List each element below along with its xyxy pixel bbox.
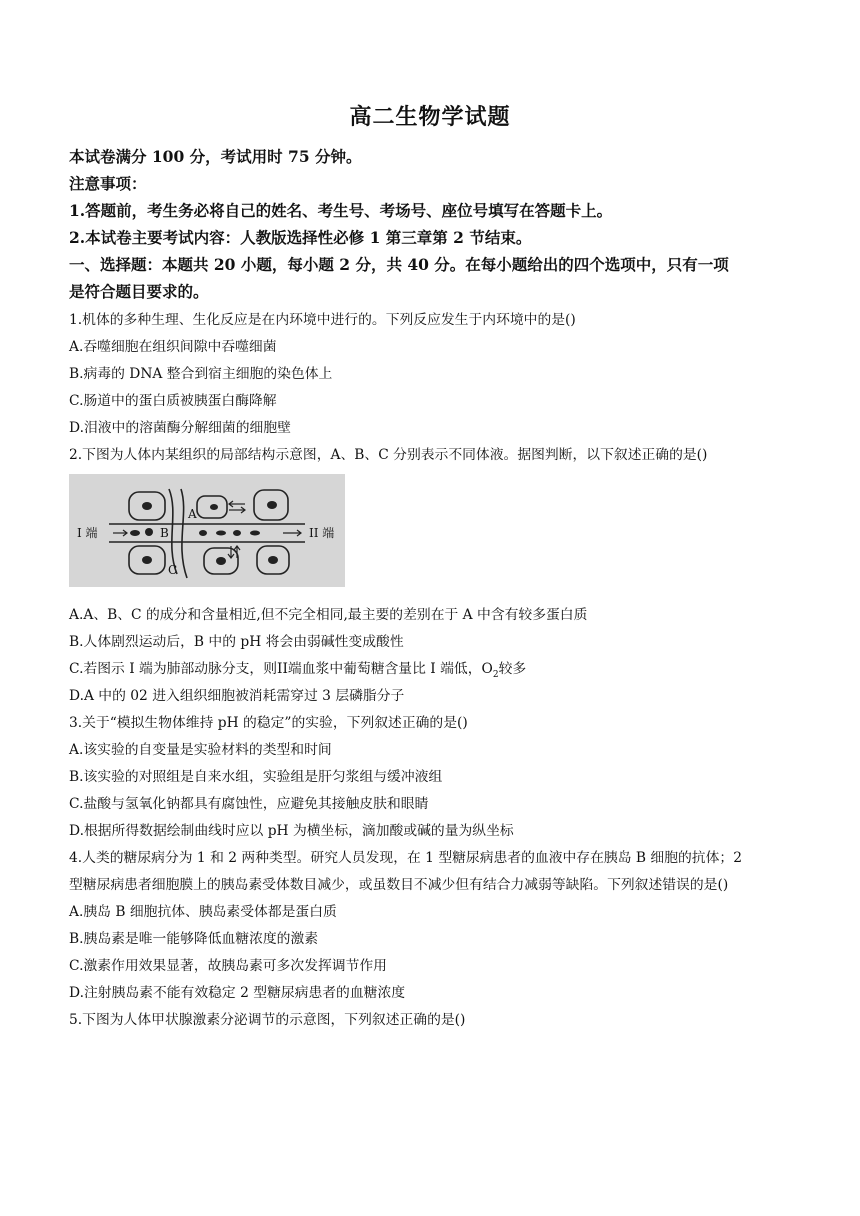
q4-option-a: A.胰岛 B 细胞抗体、胰岛素受体都是蛋白质: [69, 904, 337, 920]
q4-stem-line2: 型糖尿病患者细胞膜上的胰岛素受体数目减少，或虽数目不减少但有结合力减弱等缺陷。下列叙述错误的是(): [69, 877, 729, 893]
tissue-structure-figure: [69, 474, 345, 587]
q2-option-c-tail: 较多: [498, 661, 527, 677]
notice-item-2: 2.本试卷主要考试内容：人教版选择性必修 1 第三章第 2 节结束。: [69, 228, 532, 247]
q3-option-b: B.该实验的对照组是自来水组，实验组是肝匀浆组与缓冲液组: [69, 769, 443, 785]
q2-option-c-text: C.若图示 I 端为肺部动脉分支，则II端血浆中葡萄糖含量比 I 端低，O: [69, 661, 493, 677]
q2-option-c: [69, 657, 829, 680]
notice-item-1: 1.答题前，考生务必将自己的姓名、考生号、考场号、座位号填写在答题卡上。: [69, 201, 613, 220]
q2-option-b: B.人体剧烈运动后，B 中的 pH 将会由弱碱性变成酸性: [69, 634, 404, 650]
figure-label-left: I 端: [77, 526, 98, 540]
q3-option-a: A.该实验的自变量是实验材料的类型和时间: [69, 742, 332, 758]
q2-option-d: D.A 中的 02 进入组织细胞被消耗需穿过 3 层磷脂分子: [69, 688, 405, 704]
q3-option-d: D.根据所得数据绘制曲线时应以 pH 为横坐标，滴加酸或碱的量为纵坐标: [69, 823, 514, 839]
q2-option-a: A.A、B、C 的成分和含量相近,但不完全相同,最主要的差别在于 A 中含有较多蛋白质: [69, 607, 588, 623]
page-title: 高二生物学试题: [349, 104, 511, 130]
q4-stem-line1: 4.人类的糖尿病分为 1 和 2 两种类型。研究人员发现，在 1 型糖尿病患者的血液中存在胰岛 B 细胞的抗体；2: [69, 850, 742, 866]
figure-label-a: A: [188, 507, 197, 521]
q2-stem: 2.下图为人体内某组织的局部结构示意图，A、B、C 分别表示不同体液。据图判断，以下叙述正确的是(): [69, 447, 708, 463]
q4-option-c: C.激素作用效果显著，故胰岛素可多次发挥调节作用: [69, 958, 387, 974]
section-heading-line1: 一、选择题：本题共 20 小题，每小题 2 分，共 40 分。在每小题给出的四个选项中，只有一项: [69, 255, 729, 274]
q1-option-b: B.病毒的 DNA 整合到宿主细胞的染色体上: [69, 366, 333, 382]
q1-stem: 1.机体的多种生理、生化反应是在内环境中进行的。下列反应发生于内环境中的是(): [69, 312, 576, 328]
q4-option-d: D.注射胰岛素不能有效稳定 2 型糖尿病患者的血糖浓度: [69, 985, 406, 1001]
figure-label-c: C: [168, 563, 178, 577]
q4-option-b: B.胰岛素是唯一能够降低血糖浓度的激素: [69, 931, 319, 947]
q3-option-c: C.盐酸与氢氧化钠都具有腐蚀性，应避免其接触皮肤和眼睛: [69, 796, 429, 812]
figure-label-right: II 端: [309, 526, 335, 540]
q1-option-a: A.吞噬细胞在组织间隙中吞噬细菌: [69, 339, 277, 355]
q1-option-c: C.肠道中的蛋白质被胰蛋白酶降解: [69, 393, 277, 409]
q5-stem: 5.下图为人体甲状腺激素分泌调节的示意图，下列叙述正确的是(): [69, 1012, 466, 1028]
q3-stem: 3.关于“模拟生物体维持 pH 的稳定”的实验，下列叙述正确的是(): [69, 715, 468, 731]
q2-option-c-subscript: 2: [492, 669, 499, 680]
q1-option-d: D.泪液中的溶菌酶分解细菌的细胞壁: [69, 420, 291, 436]
notice-title: 注意事项：: [69, 174, 147, 193]
figure-label-b: B: [160, 526, 169, 540]
exam-info: 本试卷满分 100 分，考试用时 75 分钟。: [69, 147, 362, 166]
section-heading-line2: 是符合题目要求的。: [69, 282, 209, 301]
